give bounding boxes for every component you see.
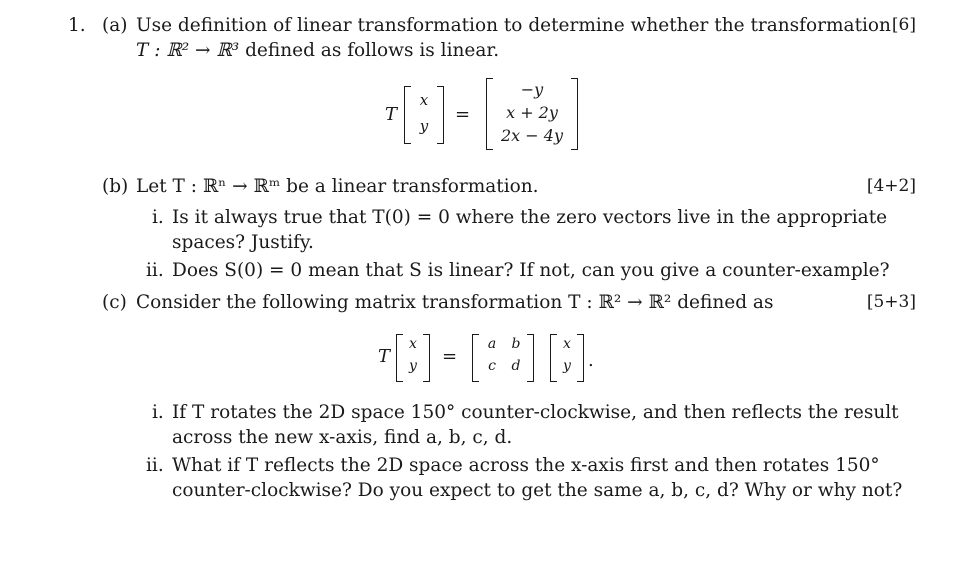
- output-row-3: 2x − 4y: [501, 126, 563, 145]
- part-b-i-line2: spaces? Justify.: [172, 232, 314, 253]
- part-a-line2-text: defined as follows is linear.: [245, 40, 500, 61]
- rhs-y: y: [563, 358, 571, 374]
- part-b-i-line1: Is it always true that T(0) = 0 where the zero vectors live in the appropriate: [172, 207, 888, 228]
- matrix-a: a: [487, 336, 497, 352]
- part-a-marks: [6]: [891, 15, 916, 35]
- part-a-line1: Use definition of linear transformation to determine whether the transformation: [136, 15, 891, 36]
- part-b-intro: Let T : ℝⁿ → ℝᵐ be a linear transformation.: [136, 176, 539, 197]
- part-c-i-line1: If T rotates the 2D space 150° counter-clockwise, and then reflects the result: [172, 402, 899, 423]
- input-y: y: [419, 117, 429, 135]
- part-c-ii-label: ii.: [146, 455, 164, 476]
- part-c-marks: [5+3]: [866, 292, 916, 312]
- part-a-map: T : ℝ² → ℝ³: [136, 40, 240, 61]
- part-c-intro: Consider the following matrix transformation T : ℝ² → ℝ² defined as: [136, 292, 774, 313]
- part-c-lhs-vector: [396, 334, 430, 382]
- part-a-line2: [136, 40, 499, 61]
- lhs-y: y: [409, 358, 417, 374]
- part-c-i-line2: across the new x-axis, find a, b, c, d.: [172, 427, 513, 448]
- question-number: 1.: [68, 15, 86, 36]
- matrix-d: d: [511, 358, 521, 374]
- matrix-c: c: [488, 358, 496, 374]
- part-b-ii-label: ii.: [146, 260, 164, 281]
- part-a-input-vector: [404, 86, 444, 144]
- input-x: x: [419, 91, 429, 109]
- part-b-marks: [4+2]: [866, 176, 916, 196]
- part-a-output-vector: [486, 78, 578, 150]
- part-c-label: (c): [102, 292, 127, 313]
- output-row-1: −y: [520, 80, 544, 99]
- lhs-x: x: [409, 336, 417, 352]
- part-b-label: (b): [102, 176, 129, 197]
- part-a-label: (a): [102, 15, 128, 36]
- rhs-x: x: [563, 336, 571, 352]
- part-c-ii-line2: counter-clockwise? Do you expect to get the same a, b, c, d? Why or why not?: [172, 480, 903, 501]
- part-c-rhs-vector: [550, 334, 584, 382]
- part-b-i-label: i.: [152, 207, 164, 228]
- part-c-ii-line1: What if T reflects the 2D space across the x-axis first and then rotates 150°: [172, 455, 880, 476]
- part-b-ii-text: Does S(0) = 0 mean that S is linear? If not, can you give a counter-example?: [172, 260, 890, 281]
- part-c-i-label: i.: [152, 402, 164, 423]
- output-row-2: x + 2y: [506, 103, 558, 122]
- part-c-matrix: [472, 334, 534, 382]
- matrix-b: b: [511, 336, 521, 352]
